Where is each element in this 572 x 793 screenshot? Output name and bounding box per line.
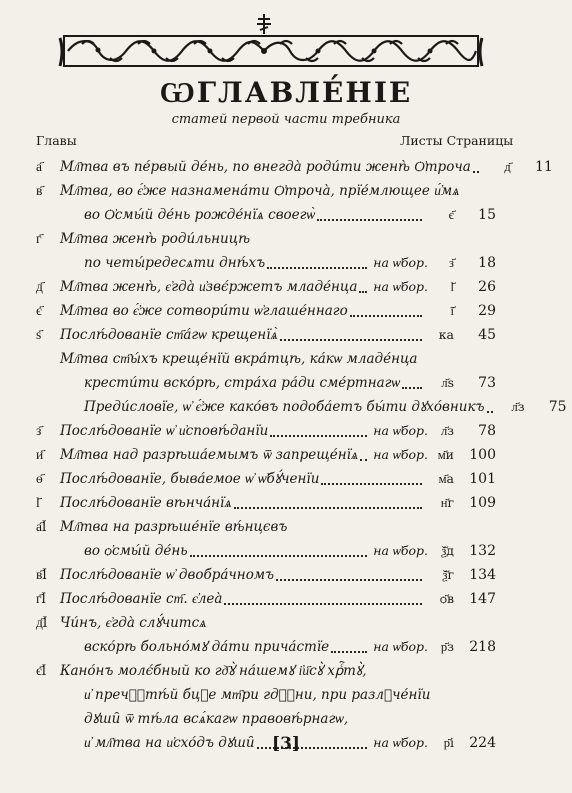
entry-title: Мл҃тва въ пе́рвый де́нь, по внегда̀ роди́ти женѣ̀ Ѻ҆троча: [60, 159, 471, 175]
sheet-number: л҃ѕ: [441, 375, 454, 390]
toc-line: [36, 683, 496, 707]
toc-line: [36, 707, 496, 731]
chapter-number: д҃ӏ: [36, 615, 48, 631]
reverse-side-note: на ѡ҆бор.: [373, 447, 428, 462]
sheet-number: ӏ҃: [450, 279, 454, 294]
toc-line: [36, 179, 496, 203]
dot-leader: [321, 483, 422, 485]
entry-title: Послѣ́дованїе вѣнча́нїѧ: [60, 495, 232, 511]
sheet-number: з҃: [449, 255, 454, 270]
sheet-number: ѯ҃г: [442, 567, 454, 582]
entry-title: Послѣ́дованїе, быва́емое ѡ҆ ѡ҆бꙋ́ченїи: [60, 471, 320, 487]
entry-title: Мл҃тва женѣ̀, є҆гда̀ и҆звє́ржетъ младе́нца: [60, 279, 358, 295]
toc-line: [36, 539, 496, 563]
page-number-cell: 100: [469, 447, 496, 463]
entry-title: Послѣ́дованїе ст҃а́гѡ крещенїѧ̀: [60, 327, 278, 343]
sheet-number: ка: [438, 327, 454, 342]
dot-leader: [331, 651, 367, 653]
toc-entry: [36, 419, 496, 443]
page-number-cell: 26: [478, 279, 496, 295]
sheet-number: р҃з: [440, 639, 454, 654]
dot-leader: [280, 339, 422, 341]
page-number-cell: 218: [469, 639, 496, 655]
toc-entry: [36, 491, 496, 515]
sheet-number: л҃з: [440, 423, 454, 438]
toc-line: [36, 587, 496, 611]
chapter-number: є҃: [36, 303, 42, 319]
dot-leader: [487, 411, 493, 413]
toc-line: [36, 467, 496, 491]
sheet-number: ї҃: [450, 303, 454, 318]
chapter-number: ѕ҃: [36, 327, 42, 343]
chapter-number: з҃: [36, 423, 42, 439]
toc-line: [36, 491, 496, 515]
page-number-cell: 224: [469, 735, 496, 751]
entry-title: по четы́редесѧти днѣ́хъ: [84, 255, 266, 271]
page-number-cell: 29: [478, 303, 496, 319]
chapter-number: д҃: [36, 279, 43, 295]
sheet-number: є҃: [448, 207, 454, 222]
toc-entry: [36, 227, 496, 275]
toc-entry: [36, 155, 553, 179]
toc-line: [36, 155, 553, 179]
toc-line: [36, 227, 496, 251]
sheet-number: ѯ҃д: [441, 543, 454, 558]
dot-leader: [317, 219, 422, 221]
entry-title: Послѣ́дованїе ѡ҆ и҆сповѣ́данїи: [60, 423, 269, 439]
page-number: [3]: [272, 734, 300, 754]
sheet-number: н҃г: [440, 495, 454, 510]
chapter-number: и҃: [36, 447, 44, 463]
reverse-side-note: на ѡ҆бор.: [373, 735, 428, 750]
dot-leader: [473, 171, 479, 173]
toc-line: [36, 563, 496, 587]
entry-title: Чи́нъ, є҆гда̀ слꙋ́читсѧ: [60, 615, 207, 631]
sheet-number: м҃а: [438, 471, 454, 486]
dot-leader: [402, 387, 422, 389]
chapter-number: ӏ҃: [36, 495, 40, 511]
toc-line: [36, 275, 496, 299]
page-number-cell: 45: [478, 327, 496, 343]
reverse-side-note: на ѡ҆бор.: [373, 543, 428, 558]
dot-leader: [350, 315, 422, 317]
entry-title: дꙋши̑ ѿ тѣ́ла всѧ́кагѡ правовѣ́рнагѡ,: [84, 711, 349, 727]
reverse-side-note: на ѡ҆бор.: [373, 279, 428, 294]
sheet-number: ѻ҃в: [439, 591, 454, 606]
toc-entry: [36, 299, 496, 323]
entry-title: во ѻ҆смы́й де́нь: [84, 543, 188, 559]
page-number-cell: 101: [469, 471, 496, 487]
page-title: ѠГЛАВЛЕ́НІЕ: [159, 76, 413, 109]
entry-title: Мл҃тва над разрѣша́емымъ ѿ запреще́нїѧ: [60, 447, 359, 463]
toc-line: [36, 659, 496, 683]
toc-line: [36, 419, 496, 443]
chapter-number: є҃ӏ: [36, 663, 47, 679]
toc-entry: [36, 587, 496, 611]
entry-title: и҆ пречⷭ҇тѣ́й бцⷣе мт҃ри гдⷭ҇ни, при разлꙋче́нїи: [84, 687, 431, 703]
entry-title: Послѣ́дованїе ѡ҆ двобра́чномъ: [60, 567, 275, 583]
dot-leader: [276, 579, 422, 581]
entry-title: во Ѻ҆смы́й де́нь рожде́нїѧ своегѡ̀: [84, 207, 316, 223]
page-number-cell: 78: [478, 423, 496, 439]
toc-entry: [36, 611, 496, 659]
reverse-side-note: на ѡ҆бор.: [373, 423, 428, 438]
page-number-cell: 15: [478, 207, 496, 223]
page-subtitle: статей первой части требника: [171, 112, 401, 127]
chapter-number: в҃: [36, 183, 43, 199]
column-header-chapters: Главы: [36, 133, 77, 148]
toc-line: [36, 323, 496, 347]
toc-line: [36, 611, 496, 635]
page-number-cell: 11: [534, 159, 553, 175]
floral-headpiece-with-cross-icon: [58, 14, 484, 72]
chapter-number: в҃ӏ: [36, 567, 47, 583]
toc-entry: [36, 515, 496, 563]
toc-entry: [36, 443, 496, 467]
dot-leader: [224, 603, 422, 605]
dot-leader: [270, 435, 367, 437]
entry-title: Мл҃тва, во є҆́же назнамена́ти Ѻ҆троча̀, прїе́млющее и҆́мѧ: [60, 183, 460, 199]
reverse-side-note: на ѡ҆бор.: [373, 255, 428, 270]
column-header-pages: Листы Страницы: [400, 133, 514, 148]
toc-line: [36, 203, 496, 227]
dot-leader: [190, 555, 368, 557]
sheet-number: л҃з: [511, 399, 525, 414]
dot-leader: [267, 267, 367, 269]
entry-title: Мл҃тва на разрѣше́нїе вѣ́нцєвъ: [60, 519, 288, 535]
page-number-cell: 75: [548, 399, 567, 415]
toc-line: [36, 395, 567, 419]
chapter-number: а҃: [36, 159, 42, 175]
chapter-number: ѳ҃: [36, 471, 43, 487]
toc-line: [36, 515, 496, 539]
page-number-cell: 134: [469, 567, 496, 583]
page-number-cell: 18: [478, 255, 496, 271]
sheet-number: р҃і: [443, 735, 454, 750]
toc-line: [36, 299, 496, 323]
page-number-cell: 109: [469, 495, 496, 511]
page-number-cell: 132: [469, 543, 496, 559]
toc-line: [36, 251, 496, 275]
sheet-number: д҃: [504, 159, 511, 174]
dot-leader: [360, 459, 367, 461]
chapter-number: г҃ӏ: [36, 591, 46, 607]
toc-entry: [36, 323, 496, 347]
entry-title: вско́рѣ больно́мꙋ да́ти прича́стїе: [84, 639, 330, 655]
entry-title: Мл҃тва во є҆́же сотвори́ти ѡ҆глаше́ннаго: [60, 303, 348, 319]
toc-entry: [36, 563, 496, 587]
toc-entry: [36, 347, 567, 419]
entry-title: крести́ти вско́рѣ, стра́ха ра́ди сме́ртнагѡ: [84, 375, 401, 391]
chapter-number: г҃: [36, 231, 42, 247]
entry-title: Послѣ́дованїе ст҃. є҆леа̀: [60, 591, 223, 607]
entry-title: Мл҃тва женѣ̀ роди́льницѣ: [60, 231, 251, 247]
page-number-cell: 147: [469, 591, 496, 607]
toc-entry: [36, 275, 496, 299]
dot-leader: [359, 291, 367, 293]
toc-entry: [36, 467, 496, 491]
entry-title: Преди́словїе, ѡ҆ є҆́же како́въ подоба́етъ бы́ти дꙋхо́вникъ: [84, 399, 485, 415]
chapter-number: а҃ӏ: [36, 519, 47, 535]
toc-line: [36, 371, 496, 395]
toc-line: [36, 635, 496, 659]
entry-title: Кано́нъ молє́бный ко гд҃ꙋ̀ на́шемꙋ і҆и҃сꙋ̀ хрⷭ҇тꙋ̀,: [60, 663, 367, 679]
reverse-side-note: на ѡ҆бор.: [373, 639, 428, 654]
sheet-number: м҃и: [437, 447, 454, 462]
entry-title: Мл҃тва ст҃ы́хъ креще́нїй вкра́тцѣ, ка́кѡ младе́нца: [60, 351, 418, 367]
toc-entry: [36, 179, 496, 227]
entry-title: и҆ мл҃тва на и҆схо́дъ дꙋши̑: [84, 735, 255, 751]
dot-leader: [234, 507, 422, 509]
toc-line: [36, 443, 496, 467]
table-of-contents: [36, 155, 567, 755]
toc-line: [36, 347, 496, 371]
page-number-cell: 73: [478, 375, 496, 391]
